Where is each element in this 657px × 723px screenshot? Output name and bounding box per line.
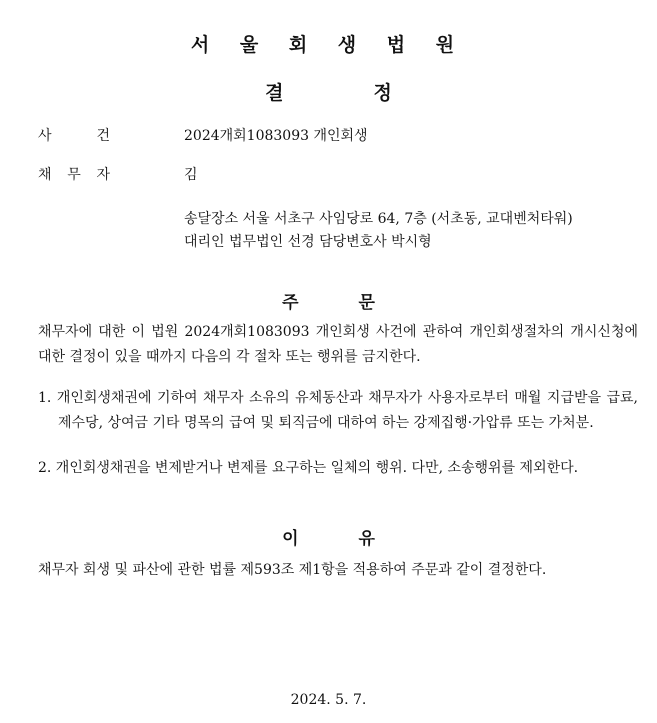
document-title-char: 정 — [373, 82, 392, 104]
order-item-2: 2. 개인회생채권을 변제받거나 변제를 요구하는 일체의 행위. 다만, 소송행위를 제외한다. — [38, 460, 579, 476]
reason-paragraph: 채무자 회생 및 파산에 관한 법률 제593조 제1항을 적용하여 주문과 같이 결정한다. — [38, 562, 547, 578]
case-number: 2024개회1083093 개인회생 — [184, 128, 368, 144]
service-address: 송달장소 서울 서초구 사임당로 64, 7층 (서초동, 교대벤처타워) — [184, 211, 573, 227]
debtor-label: 채 무 자 — [38, 167, 110, 183]
case-label: 사 건 — [38, 128, 110, 144]
debtor-name: 김 — [184, 167, 198, 183]
decision-date: 2024. 5. 7. — [290, 692, 367, 708]
order-paragraph: 채무자에 대한 이 법원 2024개회1083093 개인회생 사건에 관하여 개인회생절차의 개시신청에 대한 결정이 있을 때까지 다음의 각 절차 또는 행위를 금지한다. — [38, 324, 638, 365]
court-name: 서 울 회 생 법 원 — [190, 34, 467, 56]
order-heading: 주 문 — [282, 293, 375, 313]
representative: 대리인 법무법인 선경 담당변호사 박시형 — [184, 234, 432, 250]
order-item-1: 1. 개인회생채권에 기하여 채무자 소유의 유체동산과 채무자가 사용자로부터 매월 지급받을 급료, 제수당, 상여금 기타 명목의 급여 및 퇴직금에 대하여 하는 강제집행·가압류 또는 가처분. — [38, 390, 638, 431]
reason-heading: 이 유 — [282, 529, 375, 549]
document-title — [0, 78, 657, 105]
document-title-char: 결 — [265, 82, 284, 104]
